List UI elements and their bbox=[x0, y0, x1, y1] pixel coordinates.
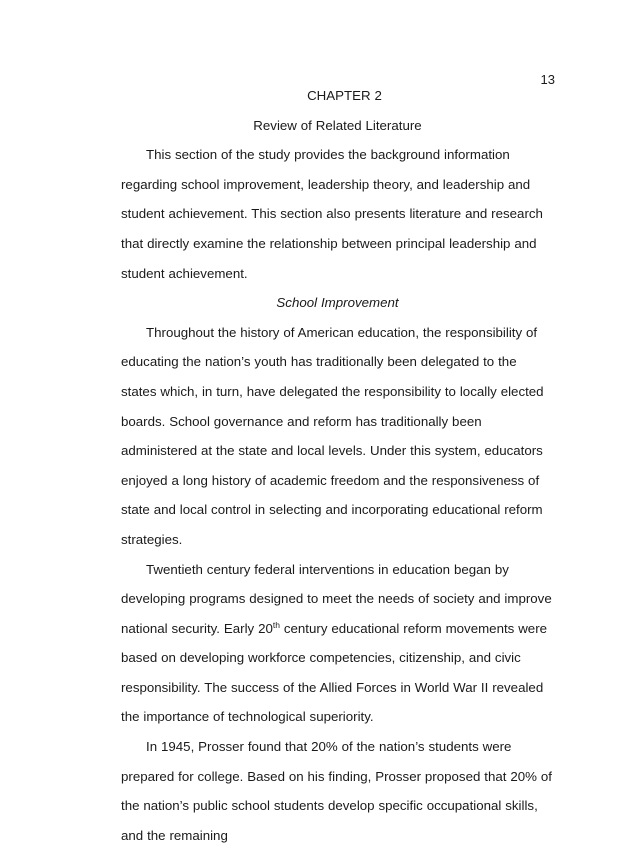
page-body bbox=[121, 81, 554, 850]
section-title: Review of Related Literature bbox=[253, 117, 422, 133]
page-number: 13 bbox=[540, 72, 555, 87]
chapter-title: CHAPTER 2 bbox=[307, 88, 382, 103]
paragraph-1: Throughout the history of American education, the responsibility of educating the nation’s youth has traditionally been delegated to the states which, in turn, have delegated the responsibility to locally elected boards. School governance and reform has traditionally been administered at the state and local levels. Under this system, educators enjoyed a long history of academic freedom and the responsiveness of state and local control in selecting and incorporating educational reform strategies. bbox=[121, 324, 544, 547]
intro-paragraph: This section of the study provides the background information regarding school improvement, leadership theory, and leadership and student achievement. This section also presents literature and research that directly examine the relationship between principal leadership and student achievement. bbox=[121, 147, 543, 281]
subheading: School Improvement bbox=[276, 295, 399, 311]
paragraph-2-text-end: century educational reform movements were based on developing workforce competencies, citizenship, and civic responsibility. The success of the Allied Forces in World War II revealed the importance of technological superiority. bbox=[121, 620, 548, 725]
paragraph-3: In 1945, Prosser found that 20% of the nation’s students were prepared for college. Based on his finding, Prosser proposed that 20% of the nation’s public school students develop specific occupational skills, and the remaining bbox=[121, 739, 552, 843]
paragraph-2 bbox=[121, 555, 554, 733]
ordinal-superscript: th bbox=[272, 619, 280, 630]
paragraph-2-text-start: Twentieth century federal interventions in education began by developing programs designed to meet the needs of society and improve national security. Early 20 bbox=[121, 561, 552, 636]
